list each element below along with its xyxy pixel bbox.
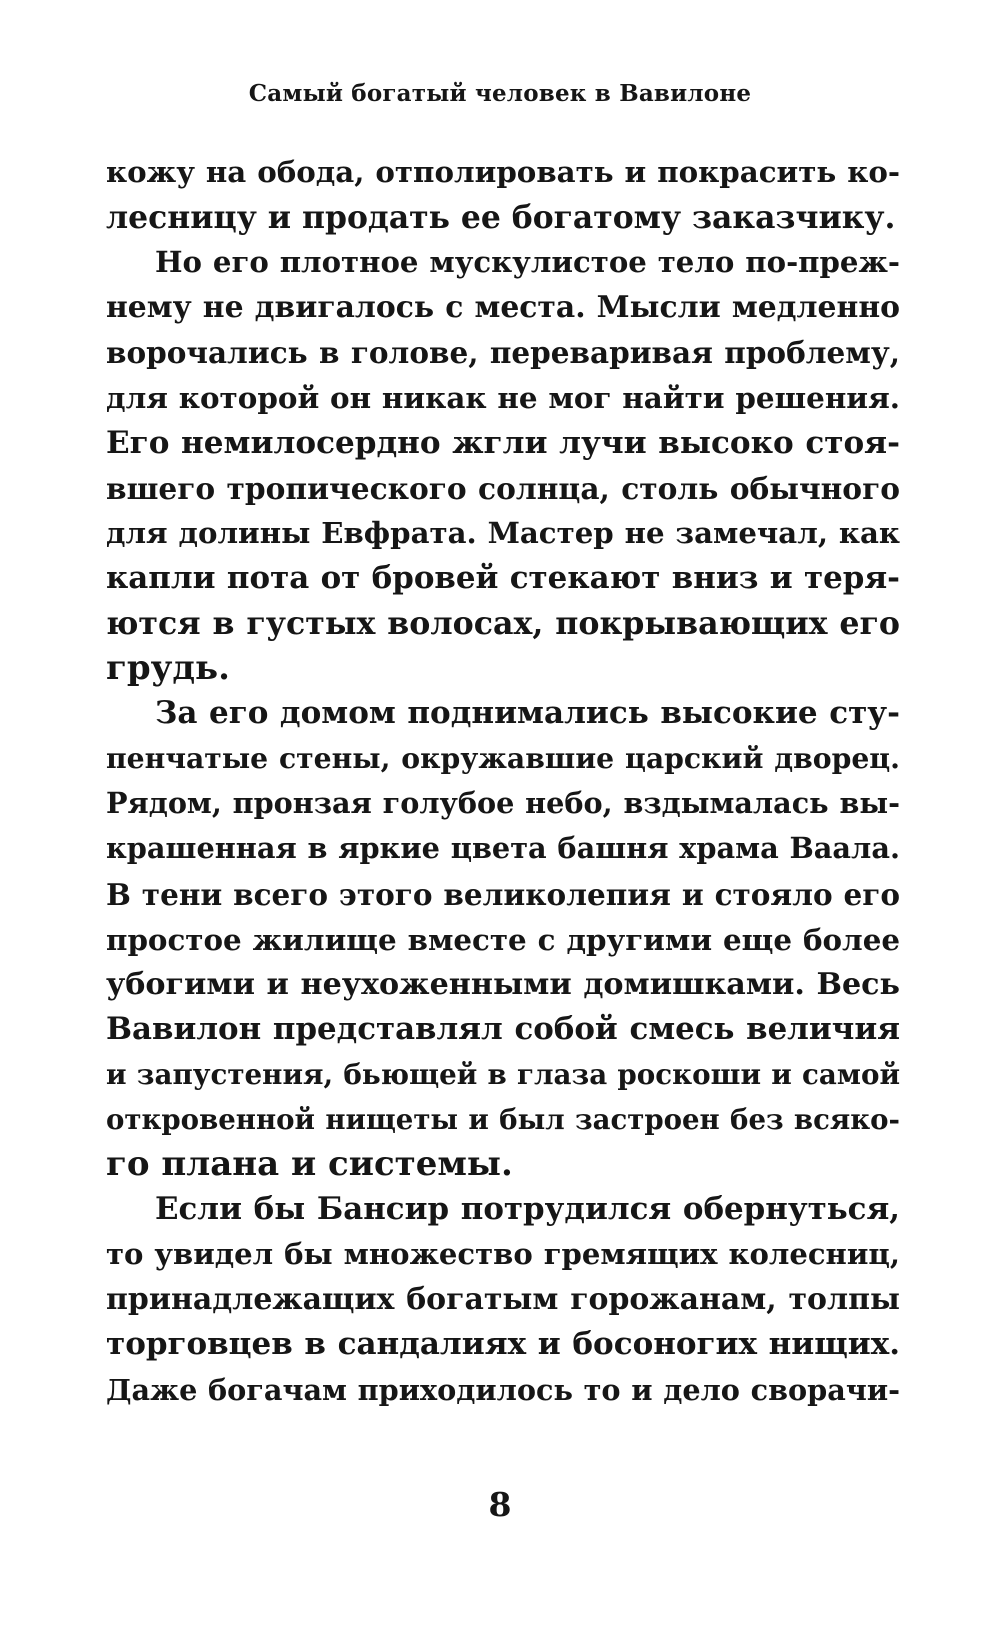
text-line: принадлежащих богатым горожанам, толпы bbox=[106, 1282, 900, 1318]
text-line: ворочались в голове, переваривая проблему, bbox=[106, 335, 900, 371]
text-line: Вавилон представлял собой смесь величия bbox=[106, 1010, 900, 1047]
text-line: для которой он никак не мог найти решения. bbox=[106, 380, 900, 416]
text-line: Рядом, пронзая голубое небо, вздымалась вы- bbox=[106, 786, 900, 821]
text-line: пенчатые стены, окружавшие царский дворец. bbox=[106, 741, 900, 776]
text-line: нему не двигалось с места. Мысли медленно bbox=[106, 290, 900, 326]
text-line: лесницу и продать ее богатому заказчику. bbox=[106, 199, 896, 237]
page-body-text bbox=[106, 150, 900, 1413]
text-line: и запустения, бьющей в глаза роскоши и самой bbox=[106, 1057, 900, 1091]
text-line: для долины Евфрата. Мастер не замечал, как bbox=[106, 515, 900, 550]
text-line: простое жилище вместе с другими еще более bbox=[106, 921, 900, 957]
text-line: За его домом поднимались высокие сту- bbox=[155, 695, 900, 732]
text-line: Его немилосердно жгли лучи высоко стоя- bbox=[106, 424, 900, 461]
text-line: торговцев в сандалиях и босоногих нищих. bbox=[106, 1326, 900, 1363]
text-line: вшего тропического солнца, столь обычного bbox=[106, 470, 900, 506]
text-line: капли пота от бровей стекают вниз и теря- bbox=[106, 559, 900, 596]
running-head: Самый богатый человек в Вавилоне bbox=[248, 80, 752, 107]
text-line: то увидел бы множество гремящих колесниц, bbox=[106, 1237, 900, 1272]
text-line: откровенной нищеты и был застроен без всяко- bbox=[106, 1102, 900, 1136]
text-line: ются в густых волосах, покрывающих его bbox=[106, 604, 900, 642]
text-line: крашенная в яркие цвета башня храма Ваала. bbox=[106, 831, 900, 866]
text-line: грудь. bbox=[106, 648, 230, 689]
text-line: Если бы Бансир потрудился обернуться, bbox=[155, 1191, 900, 1228]
text-line: убогими и неухоженными домишками. Весь bbox=[106, 966, 900, 1002]
page-number: 8 bbox=[488, 1485, 512, 1524]
text-line: кожу на обода, отполировать и покрасить ко- bbox=[106, 155, 900, 189]
text-line: го плана и системы. bbox=[106, 1144, 513, 1185]
text-line: В тени всего этого великолепия и стояло его bbox=[106, 876, 900, 912]
text-line: Даже богачам приходилось то и дело сворачи- bbox=[106, 1372, 900, 1407]
text-line: Но его плотное мускулистое тело по-преж- bbox=[155, 245, 900, 280]
